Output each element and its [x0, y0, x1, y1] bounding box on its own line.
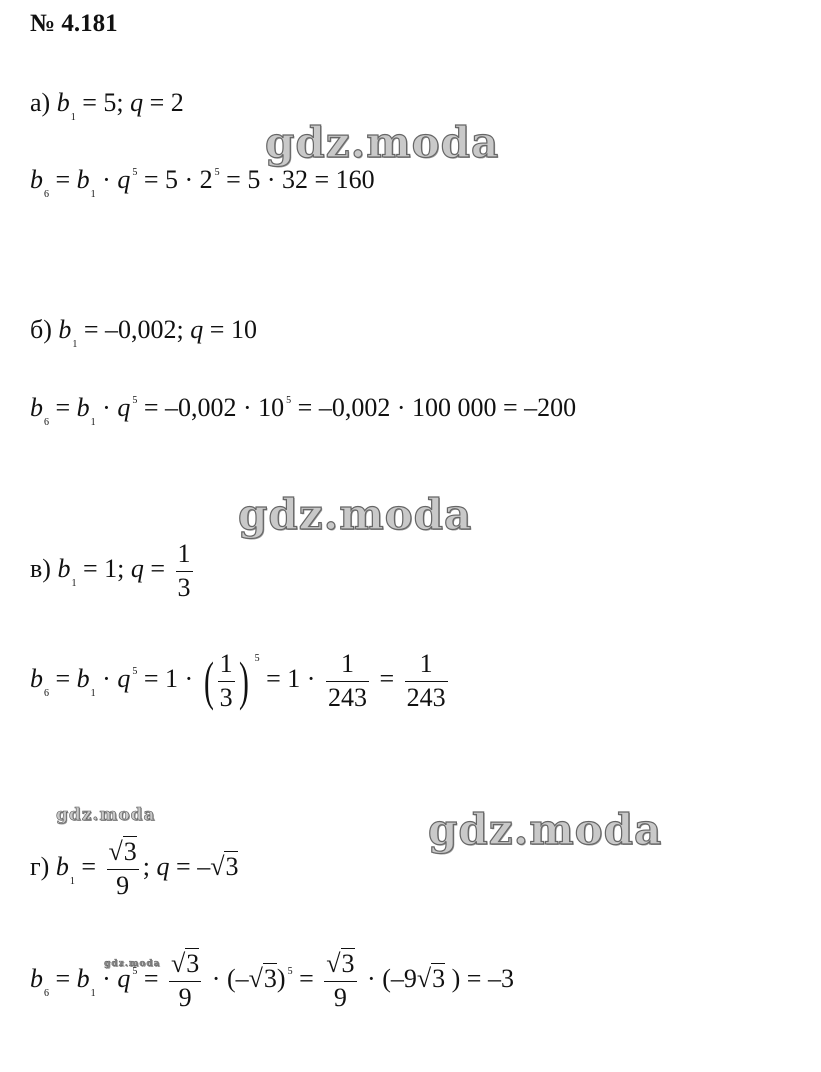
part-a-label: а) — [30, 88, 51, 117]
watermark: gdz.moda — [428, 805, 663, 854]
part-g-condition: г) $b_1$ = $\frac{√3}{9}$ ; q = –√3 — [30, 837, 239, 900]
fraction-sqrt3-over-9: $\frac{√3}{9}$ — [108, 837, 137, 900]
part-g-label: г) — [30, 852, 50, 882]
fraction-one-third: $\frac{1}{3}$ — [177, 539, 191, 602]
watermark-small: gdz.moda — [56, 805, 156, 825]
part-g-solution: $b_6 = b_1 \cdot q$ $^5$ = $\frac{√3}{9}$ · (–√3) $^5$ = $\frac{√3}{9}$ · (–9√3 ) = –3 — [30, 949, 514, 1012]
fraction-1-243-a: $\frac{1}{243}$ — [327, 649, 367, 712]
watermark: gdz.moda — [265, 118, 500, 167]
fraction-paren: $\frac{1}{3}$ — [219, 649, 233, 712]
part-b-condition: б) $b_1 = -0,002$; q = 10 — [30, 315, 257, 350]
watermark: gdz.moda — [238, 490, 473, 539]
part-b-solution: $b_6 = b_1 \cdot q$ $^5$ = –0,002 · 10 $^5$ = –0,002 · 100 000 = –200 — [30, 393, 577, 428]
part-b-label: б) — [30, 315, 52, 344]
part-v-solution: $b_6 = b_1 \cdot q$ $^5$ = 1 · ( $\frac{1}{3}$ ) $^5$ = 1 · $\frac{1}{243}$ = $\frac{1}{243}$ — [30, 649, 446, 712]
fraction-sqrt3-over-9-b: $\frac{√3}{9}$ — [326, 949, 355, 1012]
fraction-1-243-b: $\frac{1}{243}$ — [406, 649, 446, 712]
watermark-tiny: gdz.moda — [104, 959, 161, 969]
part-a-solution: $b_6 = b_1 \cdot q$ $^5$ = 5 · 2 $^5$ = 5 · 32 = 160 — [30, 165, 375, 200]
fraction-sqrt3-over-9-a: $\frac{√3}{9}$ — [171, 949, 200, 1012]
part-v-label: в) — [30, 554, 51, 584]
part-v-condition: в) $b_1 = 1$; q = $\frac{1}{3}$ — [30, 539, 191, 602]
part-a-condition: а) $b_1 = 5$; q = 2 — [30, 88, 184, 123]
problem-number: № 4.181 — [30, 10, 118, 37]
